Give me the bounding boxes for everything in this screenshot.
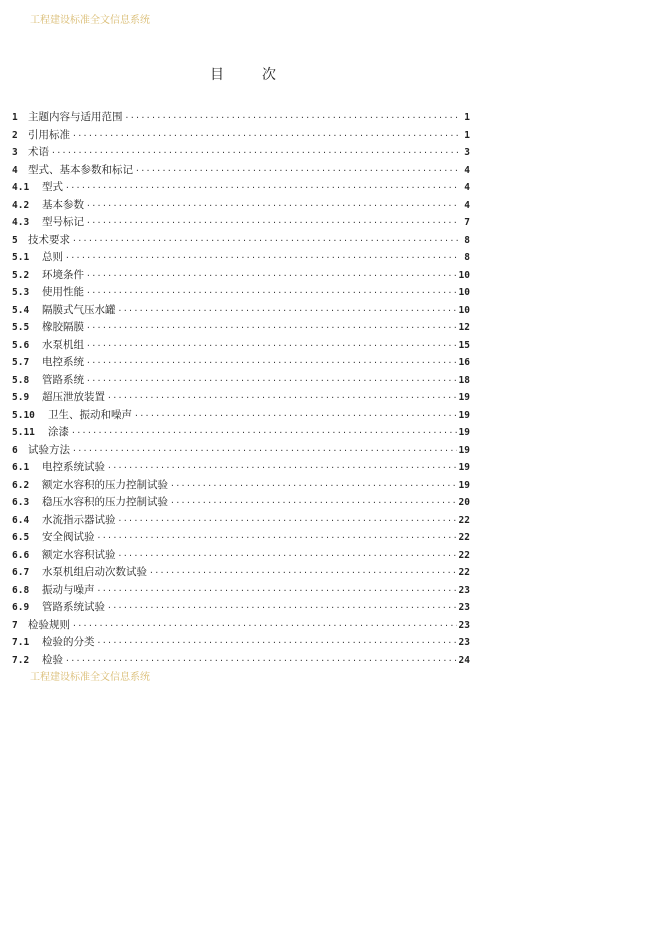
toc-leader-dots [71,424,457,442]
toc-entry[interactable] [12,477,470,495]
toc-leader-dots [97,529,457,547]
toc-entry-label: 主题内容与适用范围 [28,111,123,123]
toc-leader-dots [86,214,458,232]
toc-entry-number: 5 [12,234,18,246]
toc-entry-page: 22 [458,514,470,526]
toc-entry-number: 6.9 [12,602,30,613]
toc-entry-label: 型式、基本参数和标记 [28,163,133,176]
toc-entry-page: 18 [458,374,470,386]
toc-entry[interactable] [12,494,470,512]
toc-entry[interactable] [12,529,470,547]
toc-leader-dots [86,354,457,372]
toc-entry-page: 19 [458,392,470,403]
toc-leader-dots [134,407,457,425]
toc-entry-page: 23 [458,619,470,631]
toc-leader-dots [65,179,458,197]
toc-entry-label: 橡胶隔膜 [42,321,84,333]
toc-entry[interactable] [12,127,470,145]
watermark-bottom: 工程建设标准全文信息系统 [30,672,150,683]
toc-entry-label: 超压泄放装置 [42,391,105,403]
toc-entry-label: 涂漆 [48,426,69,438]
watermark-top: 工程建设标准全文信息系统 [30,15,150,26]
toc-entry-page: 10 [458,287,470,298]
toc-entry-label: 电控系统试验 [42,461,105,473]
toc-entry-page: 12 [458,322,470,333]
toc-leader-dots [118,512,457,530]
toc-entry-number: 6.1 [12,462,30,473]
toc-entry-page: 19 [458,409,470,421]
toc-entry-label: 额定水容积的压力控制试验 [42,478,168,491]
toc-entry-label: 基本参数 [42,198,84,211]
toc-entry-page: 19 [458,427,470,438]
toc-entry-label: 型号标记 [42,216,84,228]
toc-entry-page: 22 [458,549,470,561]
toc-entry[interactable] [12,144,470,162]
toc-entry-label: 术语 [28,146,49,158]
toc-entry-label: 稳压水容积的压力控制试验 [42,496,168,508]
toc-entry-page: 22 [458,532,470,543]
toc-entry-number: 4.3 [12,217,30,228]
toc-entry-label: 电控系统 [42,356,84,368]
toc-entry-page: 4 [464,164,470,176]
toc-entry-label: 使用性能 [42,286,84,298]
toc-entry-label: 隔膜式气压水罐 [42,303,116,316]
toc-entry-label: 管路系统试验 [42,601,105,613]
toc-entry-label: 额定水容积试验 [42,548,116,561]
toc-entry-page: 19 [458,444,470,456]
toc-entry-number: 6.4 [12,514,30,526]
toc-leader-dots [86,372,457,390]
toc-entry-number: 4 [12,164,18,176]
toc-entry-number: 3 [12,147,18,158]
toc-entry[interactable] [12,284,470,302]
toc-entry[interactable] [12,249,470,267]
toc-entry[interactable] [12,459,470,477]
toc-entry[interactable] [12,407,470,425]
toc-entry-number: 5.4 [12,304,30,316]
toc-entry[interactable] [12,109,470,127]
toc-entry-number: 6.2 [12,479,30,491]
toc-entry-page: 1 [464,129,470,141]
toc-entry-label: 总则 [42,251,63,263]
toc-leader-dots [86,284,457,302]
toc-entry-number: 7 [12,619,18,631]
toc-entry-label: 技术要求 [28,233,70,246]
table-of-contents [12,109,470,669]
toc-entry-number: 6 [12,444,18,456]
toc-entry-number: 6.5 [12,532,30,543]
toc-entry[interactable] [12,267,470,285]
toc-entry-number: 1 [12,112,18,123]
toc-entry-number: 5.3 [12,287,30,298]
toc-entry-page: 10 [458,304,470,316]
toc-entry[interactable] [12,232,470,250]
toc-leader-dots [107,389,457,407]
toc-entry-number: 5.5 [12,322,30,333]
toc-entry-number: 5.11 [12,427,35,438]
toc-entry[interactable] [12,599,470,617]
toc-leader-dots [135,162,458,180]
toc-entry[interactable] [12,512,470,530]
toc-entry[interactable] [12,442,470,460]
toc-entry-label: 检验规则 [28,618,70,631]
toc-leader-dots [51,144,458,162]
toc-entry-page: 16 [458,357,470,368]
toc-entry-page: 10 [458,269,470,281]
toc-leader-dots [72,442,457,460]
toc-entry[interactable] [12,162,470,180]
toc-entry-page: 19 [458,479,470,491]
toc-leader-dots [72,617,457,635]
toc-leader-dots [170,494,457,512]
toc-entry-page: 20 [458,497,470,508]
page-title [210,64,276,84]
toc-entry[interactable] [12,214,470,232]
toc-entry-page: 23 [458,584,470,596]
toc-entry-number: 5.6 [12,339,30,351]
toc-entry[interactable] [12,302,470,320]
toc-entry[interactable] [12,564,470,582]
toc-entry[interactable] [12,652,470,670]
toc-entry[interactable] [12,389,470,407]
toc-leader-dots [107,599,457,617]
toc-entry-page: 23 [458,602,470,613]
toc-leader-dots [118,302,457,320]
toc-entry-label: 引用标准 [28,128,70,141]
toc-leader-dots [149,564,457,582]
toc-leader-dots [65,249,458,267]
toc-entry-page: 7 [464,217,470,228]
toc-entry-label: 检验 [42,653,63,666]
toc-entry[interactable] [12,424,470,442]
title-char-2: 次 [262,67,276,83]
toc-entry-number: 5.7 [12,357,30,368]
toc-leader-dots [107,459,457,477]
toc-leader-dots [86,337,457,355]
toc-entry[interactable] [12,634,470,652]
toc-entry-number: 5.10 [12,409,35,421]
toc-leader-dots [72,232,458,250]
toc-entry-number: 5.8 [12,374,30,386]
toc-entry-label: 环境条件 [42,268,84,281]
toc-leader-dots [170,477,457,495]
toc-entry-number: 2 [12,129,18,141]
toc-leader-dots [86,267,457,285]
title-char-1: 目 [210,67,224,83]
toc-entry-page: 4 [464,182,470,193]
toc-leader-dots [86,319,457,337]
toc-entry-page: 23 [458,637,470,648]
toc-entry-number: 5.2 [12,269,30,281]
toc-entry-label: 检验的分类 [42,636,95,648]
toc-leader-dots [86,197,458,215]
toc-entry-page: 8 [464,234,470,246]
toc-leader-dots [72,127,458,145]
toc-entry-number: 5.1 [12,252,30,263]
toc-entry-label: 管路系统 [42,373,84,386]
toc-entry[interactable] [12,547,470,565]
toc-entry-number: 7.2 [12,654,30,666]
toc-entry[interactable] [12,354,470,372]
toc-entry[interactable] [12,617,470,635]
toc-entry-number: 6.3 [12,497,30,508]
toc-entry-label: 安全阀试验 [42,531,95,543]
toc-entry-label: 振动与噪声 [42,583,95,596]
toc-entry-number: 7.1 [12,637,30,648]
toc-entry-page: 4 [464,199,470,211]
toc-entry[interactable] [12,319,470,337]
toc-leader-dots [97,582,457,600]
toc-entry[interactable] [12,337,470,355]
toc-entry-page: 15 [458,339,470,351]
toc-entry-number: 6.7 [12,567,30,578]
toc-leader-dots [65,652,457,670]
toc-entry-label: 卫生、振动和噪声 [48,408,132,421]
toc-entry[interactable] [12,372,470,390]
toc-entry-number: 6.6 [12,549,30,561]
toc-entry-label: 水泵机组启动次数试验 [42,566,147,578]
toc-entry-page: 3 [464,147,470,158]
toc-entry-page: 8 [464,252,470,263]
toc-entry-label: 型式 [42,181,63,193]
toc-entry[interactable] [12,179,470,197]
toc-entry-number: 5.9 [12,392,30,403]
toc-entry-label: 试验方法 [28,443,70,456]
toc-entry-number: 6.8 [12,584,30,596]
toc-entry-page: 22 [458,567,470,578]
toc-entry-number: 4.1 [12,182,30,193]
toc-entry-page: 19 [458,462,470,473]
toc-entry-page: 1 [464,112,470,123]
toc-entry-label: 水流指示器试验 [42,513,116,526]
toc-entry-label: 水泵机组 [42,338,84,351]
toc-entry[interactable] [12,582,470,600]
toc-entry[interactable] [12,197,470,215]
toc-leader-dots [118,547,457,565]
toc-leader-dots [125,109,459,127]
toc-entry-page: 24 [458,654,470,666]
toc-leader-dots [97,634,457,652]
toc-entry-number: 4.2 [12,199,30,211]
